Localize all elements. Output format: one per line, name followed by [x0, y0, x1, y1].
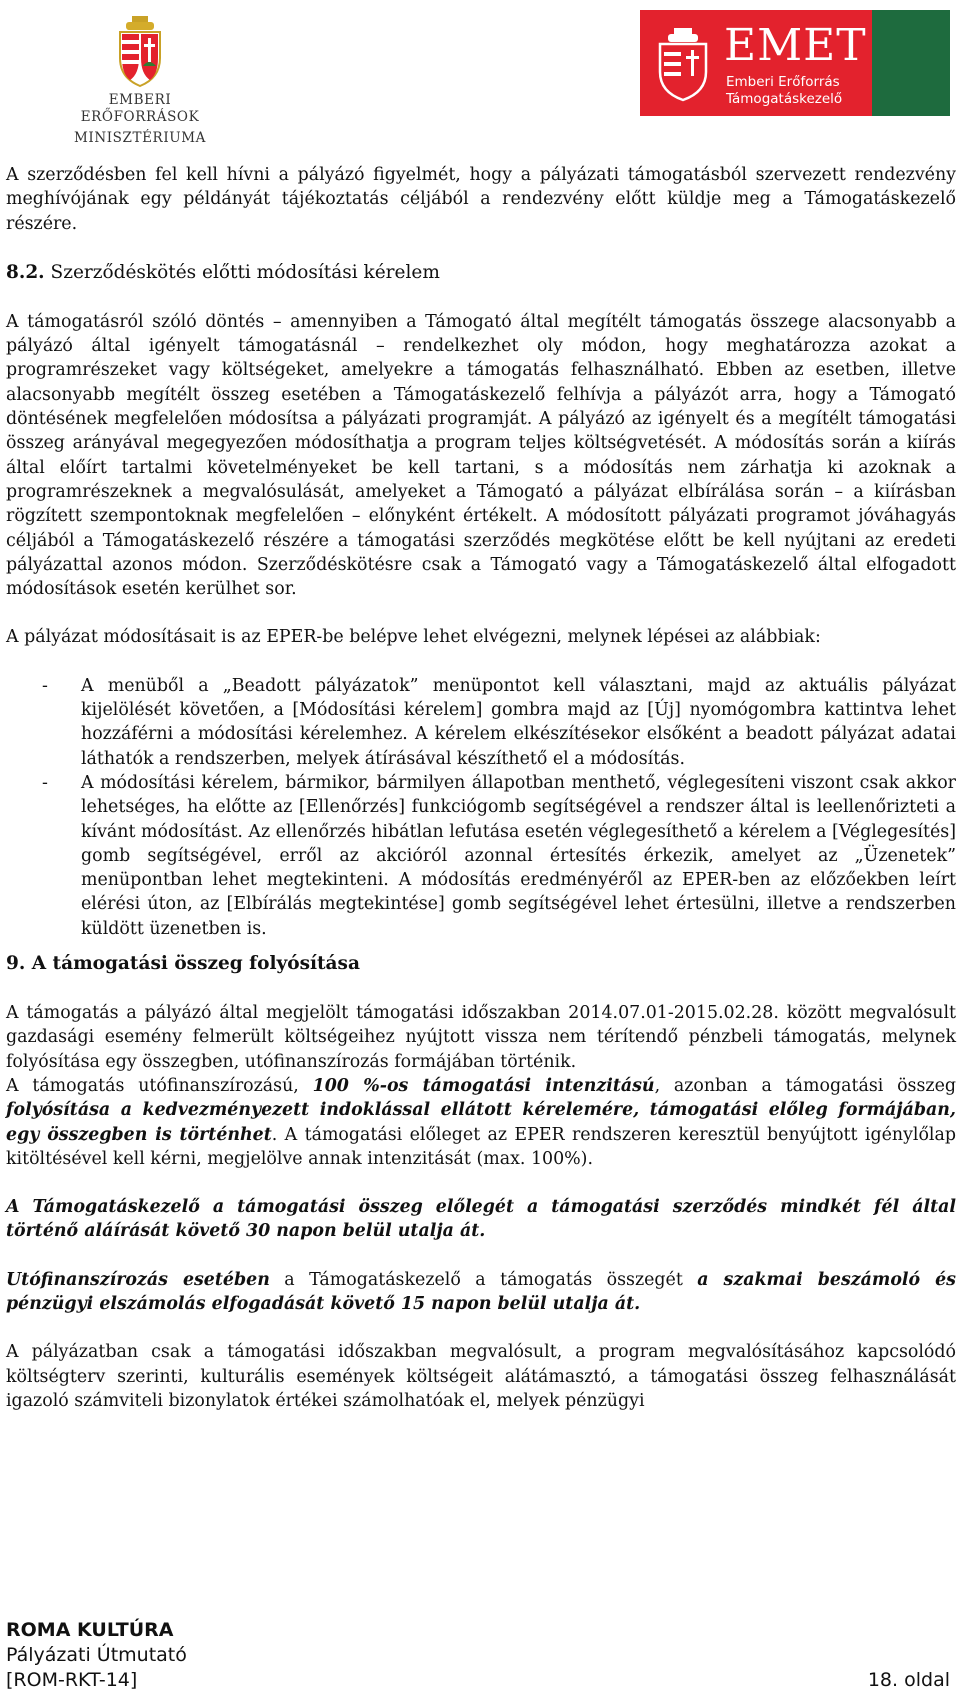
emet-subtitle-line2: Támogatáskezelő	[726, 91, 843, 107]
list-item-text: A menüből a „Beadott pályázatok” menüpontot kell választani, majd az aktuális pályázat kijelölését követően, a [Módosítási kérelem] gombra majd az [Új] nyomógombra kattintva lehet hozzáférni a módosítási kérelemhez. A kérelem elkészítésekor elsőként a beadott pályázat adatai láthatók a rendszerben, melyek átírásával készíthető el a módosítás.	[81, 675, 956, 769]
list-item-text: A módosítási kérelem, bármikor, bármilyen állapotban menthető, véglegesíteni viszont csak akkor lehetséges, ha előtte az [Ellenőrzés] funkciógomb segítségével a rendszer által is leellenőrizteti a kívánt módosítást. Az ellenőrzés hibátlan lefutása esetén véglegesíthető a kérelem a [Véglegesítés] gomb segítségével, erről az akcióról azonnal értesítés érkezik, amelyet az „Üzenetek” menüpontban lehet megtekinteni. A módosítás eredményéről az EPER-ben az előzőekben leírt elérési úton, az [Elbírálás megtekintése] gomb segítségével lehet értesülni, illetve a rendszerben küldött üzenetben is.	[81, 772, 956, 939]
text-run: . A támogatási előleget az EPER rendszeren keresztül benyújtott igénylőlap kitöltésével kell kérni, megjelölve annak intenzitását (max. 100%).	[6, 1124, 956, 1169]
emet-logo-green-panel	[872, 10, 950, 116]
paragraph-support-payment: A támogatás a pályázó által megjelölt támogatási időszakban 2014.07.01-2015.02.28. között megvalósult gazdasági esemény felmerült költségeihez nyújtott vissza nem térítendő pénzbeli támogatás, melynek folyósítása egy összegben, utófinanszírozás formájában történik.	[6, 1003, 956, 1072]
footer-subtitle: Pályázati Útmutató	[6, 1644, 187, 1666]
ministry-name-line2: MINISZTÉRIUMA	[73, 130, 207, 146]
paragraph-modification-request: A támogatásról szóló döntés – amennyiben a Támogató által megítélt támogatás összege alacsonyabb a pályázó által igényelt támogatásnál – rendelkezhet oly módon, hogy meghatározza azokat a programrészeket vagy költségeket, amelyekre a támogatás felhasználható. Ebben az esetben, illetve alacsonyabb megítélt összeg esetében a Támogatáskezelő felhívja a pályázót arra, hogy a Támogató döntésének megfelelően módosítsa a pályázati programját. A pályázó az igényelt és a megítélt támogatási összeg arányával megegyezően módosíthatja a program teljes költségvetését. A módosítás során a kiírás által előírt tartalmi követelményeket be kell tartani, s a módosítás nem zárhatja ki azoknak a programrészeknek a megvalósulását, amelyeket a Támogató a pályázat elbírálása során – a kiírásban rögzített szempontoknak megfelelően – előnyként értékelt. A módosított pályázati programot jóváhagyás céljából a Támogatáskezelő részére a támogatási szerződés megkötése előtt be kell nyújtani az eredeti pályázattal azonos módon. Szerződéskötésre csak a Támogató vagy a Támogatáskezelő által elfogadott módosítások esetén kerülhet sor.	[6, 311, 956, 600]
dash-bullet: -	[42, 772, 48, 793]
footer-brand: ROMA KULTÚRA	[6, 1619, 174, 1641]
text-run: , azonban a támogatási összeg	[654, 1075, 956, 1096]
emet-subtitle-line1: Emberi Erőforrás	[726, 74, 840, 90]
list-item	[6, 674, 956, 771]
emet-title: EMET	[724, 20, 867, 71]
paragraph-advance-transfer	[6, 1195, 956, 1244]
ministry-logo	[50, 14, 230, 146]
page-footer	[6, 1618, 950, 1693]
emet-logo-red-panel	[640, 10, 872, 116]
emphasis-intensity: 100 %-os támogatási intenzitású	[312, 1075, 655, 1096]
document-body	[6, 163, 956, 1413]
text-run: A támogatás utófinanszírozású,	[6, 1075, 313, 1096]
text-run: a Támogatáskezelő a támogatás összegét	[269, 1269, 698, 1290]
list-item	[6, 771, 956, 941]
section-title: Szerződéskötés előtti módosítási kérelem	[50, 261, 440, 283]
emphasis-report: a szakmai beszámoló és pénzügyi elszámolás elfogadását követő 15 napon belül utalja át.	[6, 1269, 956, 1314]
paragraph-invitation: A szerződésben fel kell hívni a pályázó figyelmét, hogy a pályázati támogatásból szervezett rendezvény meghívójának egy példányát tájékoztatás céljából a rendezvény előtt küldje meg a Támogatáskezelő részére.	[6, 165, 956, 234]
coat-of-arms-icon	[652, 26, 714, 102]
emet-logo	[640, 10, 950, 116]
paragraph-post-financing-transfer	[6, 1268, 956, 1317]
emphasis-advance-transfer: A Támogatáskezelő a támogatási összeg előlegét a támogatási szerződés mindkét fél által történő aláírását követő 30 napon belül utalja át.	[6, 1197, 956, 1242]
paragraph-eligible-costs: A pályázatban csak a támogatási időszakban megvalósult, a program megvalósításához kapcsolódó költségterv szerinti, kulturális események költségeit alátámasztó, a támogatási összeg felhasználását igazoló számviteli bizonylatok értékei számolhatóak el, melyek pénzügyi	[6, 1342, 956, 1411]
section-heading-9: 9. A támogatási összeg folyósítása	[6, 953, 360, 975]
section-heading-8-2	[6, 260, 956, 286]
section-number: 8.2.	[6, 261, 45, 283]
dash-bullet: -	[42, 675, 48, 696]
ministry-name-line1: EMBERI ERŐFORRÁSOK	[80, 92, 200, 125]
steps-list	[6, 674, 956, 941]
coat-of-arms-icon	[112, 14, 168, 88]
emphasis-post-financing: Utófinanszírozás esetében	[6, 1269, 270, 1290]
paragraph-eper-steps: A pályázat módosításait is az EPER-be belépve lehet elvégezni, melynek lépései az alábbiak:	[6, 627, 821, 648]
emphasis-advance: folyósítása a kedvezményezett indoklással ellátott kérelemére, támogatási előleg formájában, egy összegben is történhet	[6, 1100, 956, 1145]
paragraph-post-financing	[6, 1074, 956, 1171]
footer-code: [ROM-RKT-14]	[6, 1669, 138, 1691]
page-number: 18. oldal	[867, 1669, 950, 1691]
